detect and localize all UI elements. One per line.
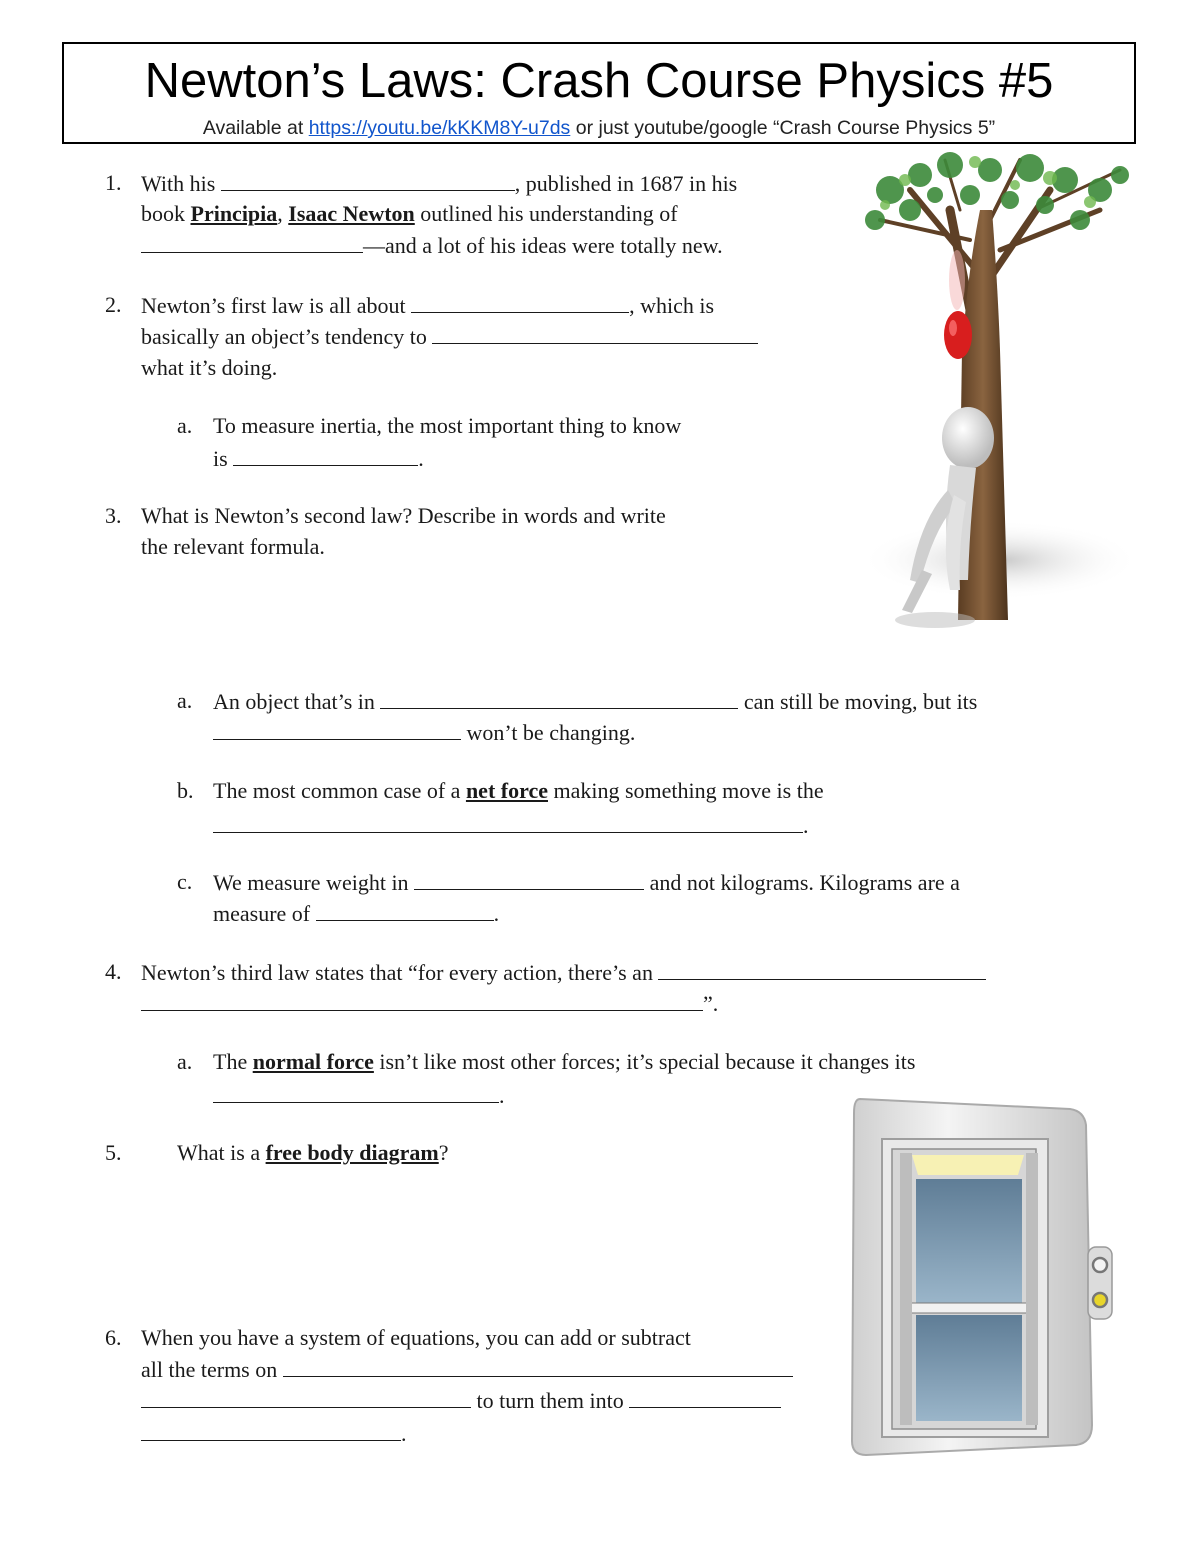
q1-text-e: —and a lot of his ideas were totally new. [363, 233, 723, 258]
q1-comma: , [277, 201, 289, 226]
q3c-line-1 [213, 867, 960, 898]
video-link[interactable]: https://youtu.be/kKKM8Y-u7ds [308, 117, 571, 139]
answer-blank[interactable] [221, 168, 515, 191]
free-body-diagram-term: free body diagram [265, 1140, 439, 1165]
q5-line-1 [177, 1138, 449, 1168]
available-prefix: Available at [202, 117, 309, 139]
q5-text-b: ? [438, 1140, 449, 1165]
q3-line-1: What is Newton’s second law? Describe in words and write [141, 503, 666, 528]
answer-blank[interactable] [658, 957, 986, 980]
answer-blank[interactable] [141, 1385, 471, 1408]
q3-number: 3. [105, 503, 122, 528]
q3b-line-1 [213, 776, 824, 806]
q2-text-c: basically an object’s tendency to [141, 324, 433, 349]
q3b-line-2 [213, 810, 809, 841]
q3a-line-2 [213, 717, 635, 748]
q2a-line-2 [213, 443, 424, 474]
answer-blank[interactable] [233, 443, 418, 466]
q3a-text-a: An object that’s in [213, 689, 381, 714]
q3a-text-b: can still be moving, but its [738, 689, 978, 714]
answer-blank[interactable] [432, 321, 758, 344]
q4a-line-2 [213, 1080, 505, 1111]
page-title: Newton’s Laws: Crash Course Physics #5 [144, 54, 1054, 108]
q3c-label: c. [177, 869, 193, 894]
q6-period: . [401, 1421, 407, 1446]
answer-blank[interactable] [411, 290, 629, 313]
q1-text-d: outlined his understanding of [414, 201, 678, 226]
answer-blank[interactable] [629, 1385, 781, 1408]
q6-line-4 [141, 1418, 407, 1449]
q1-line-1 [141, 168, 737, 199]
q4a-text-b: isn’t like most other forces; it’s special because it changes its [373, 1049, 916, 1074]
q3a-line-1 [213, 686, 977, 717]
q3-line-2: the relevant formula. [141, 534, 325, 559]
q2-line-1 [141, 290, 714, 321]
q1-text-a: With his [141, 171, 221, 196]
q4a-period: . [499, 1083, 505, 1108]
q3b-period: . [803, 813, 809, 838]
q2-text-b: , which is [629, 293, 715, 318]
q1-number: 1. [105, 170, 122, 195]
q5-text-a: What is a [177, 1140, 266, 1165]
answer-blank[interactable] [283, 1354, 793, 1377]
q6-number: 6. [105, 1325, 122, 1350]
q6-line-1: When you have a system of equations, you can add or subtract [141, 1325, 691, 1350]
q3b-label: b. [177, 778, 194, 803]
isaac-newton-term: Isaac Newton [288, 201, 415, 226]
q4-text-a: Newton’s third law states that “for every action, there’s an [141, 960, 659, 985]
title-box [62, 42, 1136, 144]
principia-term: Principia [190, 201, 278, 226]
answer-blank[interactable] [316, 898, 494, 921]
answer-blank[interactable] [213, 1080, 499, 1103]
q3a-label: a. [177, 688, 193, 713]
q2-text-a: Newton’s first law is all about [141, 293, 412, 318]
q3c-text-b: and not kilograms. Kilograms are a [644, 870, 960, 895]
available-suffix: or just youtube/google “Crash Course Physics 5” [570, 117, 996, 139]
q6-line-2 [141, 1354, 793, 1385]
q4-number: 4. [105, 959, 122, 984]
tree-apple-illustration [850, 150, 1135, 670]
q2a-line-1: To measure inertia, the most important thing to know [213, 413, 682, 438]
q1-text-c: book [141, 201, 191, 226]
answer-blank[interactable] [213, 810, 803, 833]
q6-text-b: to turn them into [471, 1388, 630, 1413]
q1-text-b: , published in 1687 in his [514, 171, 738, 196]
q2a-label: a. [177, 413, 193, 438]
q4-line-1 [141, 957, 986, 988]
q3c-text-c: measure of [213, 901, 316, 926]
q3a-text-c: won’t be changing. [461, 720, 636, 745]
q6-line-3 [141, 1385, 781, 1416]
elevator-illustration [848, 1095, 1118, 1460]
q1-line-3 [141, 230, 723, 261]
answer-blank[interactable] [213, 717, 461, 740]
q2a-text-b: . [418, 446, 424, 471]
q4a-line-1 [213, 1047, 915, 1077]
q2a-text-a: is [213, 446, 234, 471]
q4-text-b: ”. [703, 991, 719, 1016]
q1-line-2 [141, 199, 678, 229]
answer-blank[interactable] [141, 1418, 401, 1441]
q4a-label: a. [177, 1049, 193, 1074]
q4a-text-a: The [213, 1049, 253, 1074]
normal-force-term: normal force [252, 1049, 374, 1074]
q3b-text-b: making something move is the [548, 778, 824, 803]
q3c-period: . [493, 901, 500, 926]
q3c-text-a: We measure weight in [213, 870, 415, 895]
answer-blank[interactable] [380, 686, 738, 709]
q5-number: 5. [105, 1140, 122, 1165]
answer-blank[interactable] [141, 230, 363, 253]
q3b-text-a: The most common case of a [213, 778, 466, 803]
answer-blank[interactable] [414, 867, 644, 890]
q2-line-2 [141, 321, 758, 352]
net-force-term: net force [465, 778, 548, 803]
q4-line-2 [141, 988, 718, 1019]
source-line [64, 116, 1134, 140]
answer-blank[interactable] [141, 988, 703, 1011]
q2-line-3: what it’s doing. [141, 355, 278, 380]
q3c-line-2 [213, 898, 499, 929]
q2-number: 2. [105, 292, 122, 317]
q6-text-a: all the terms on [141, 1357, 283, 1382]
